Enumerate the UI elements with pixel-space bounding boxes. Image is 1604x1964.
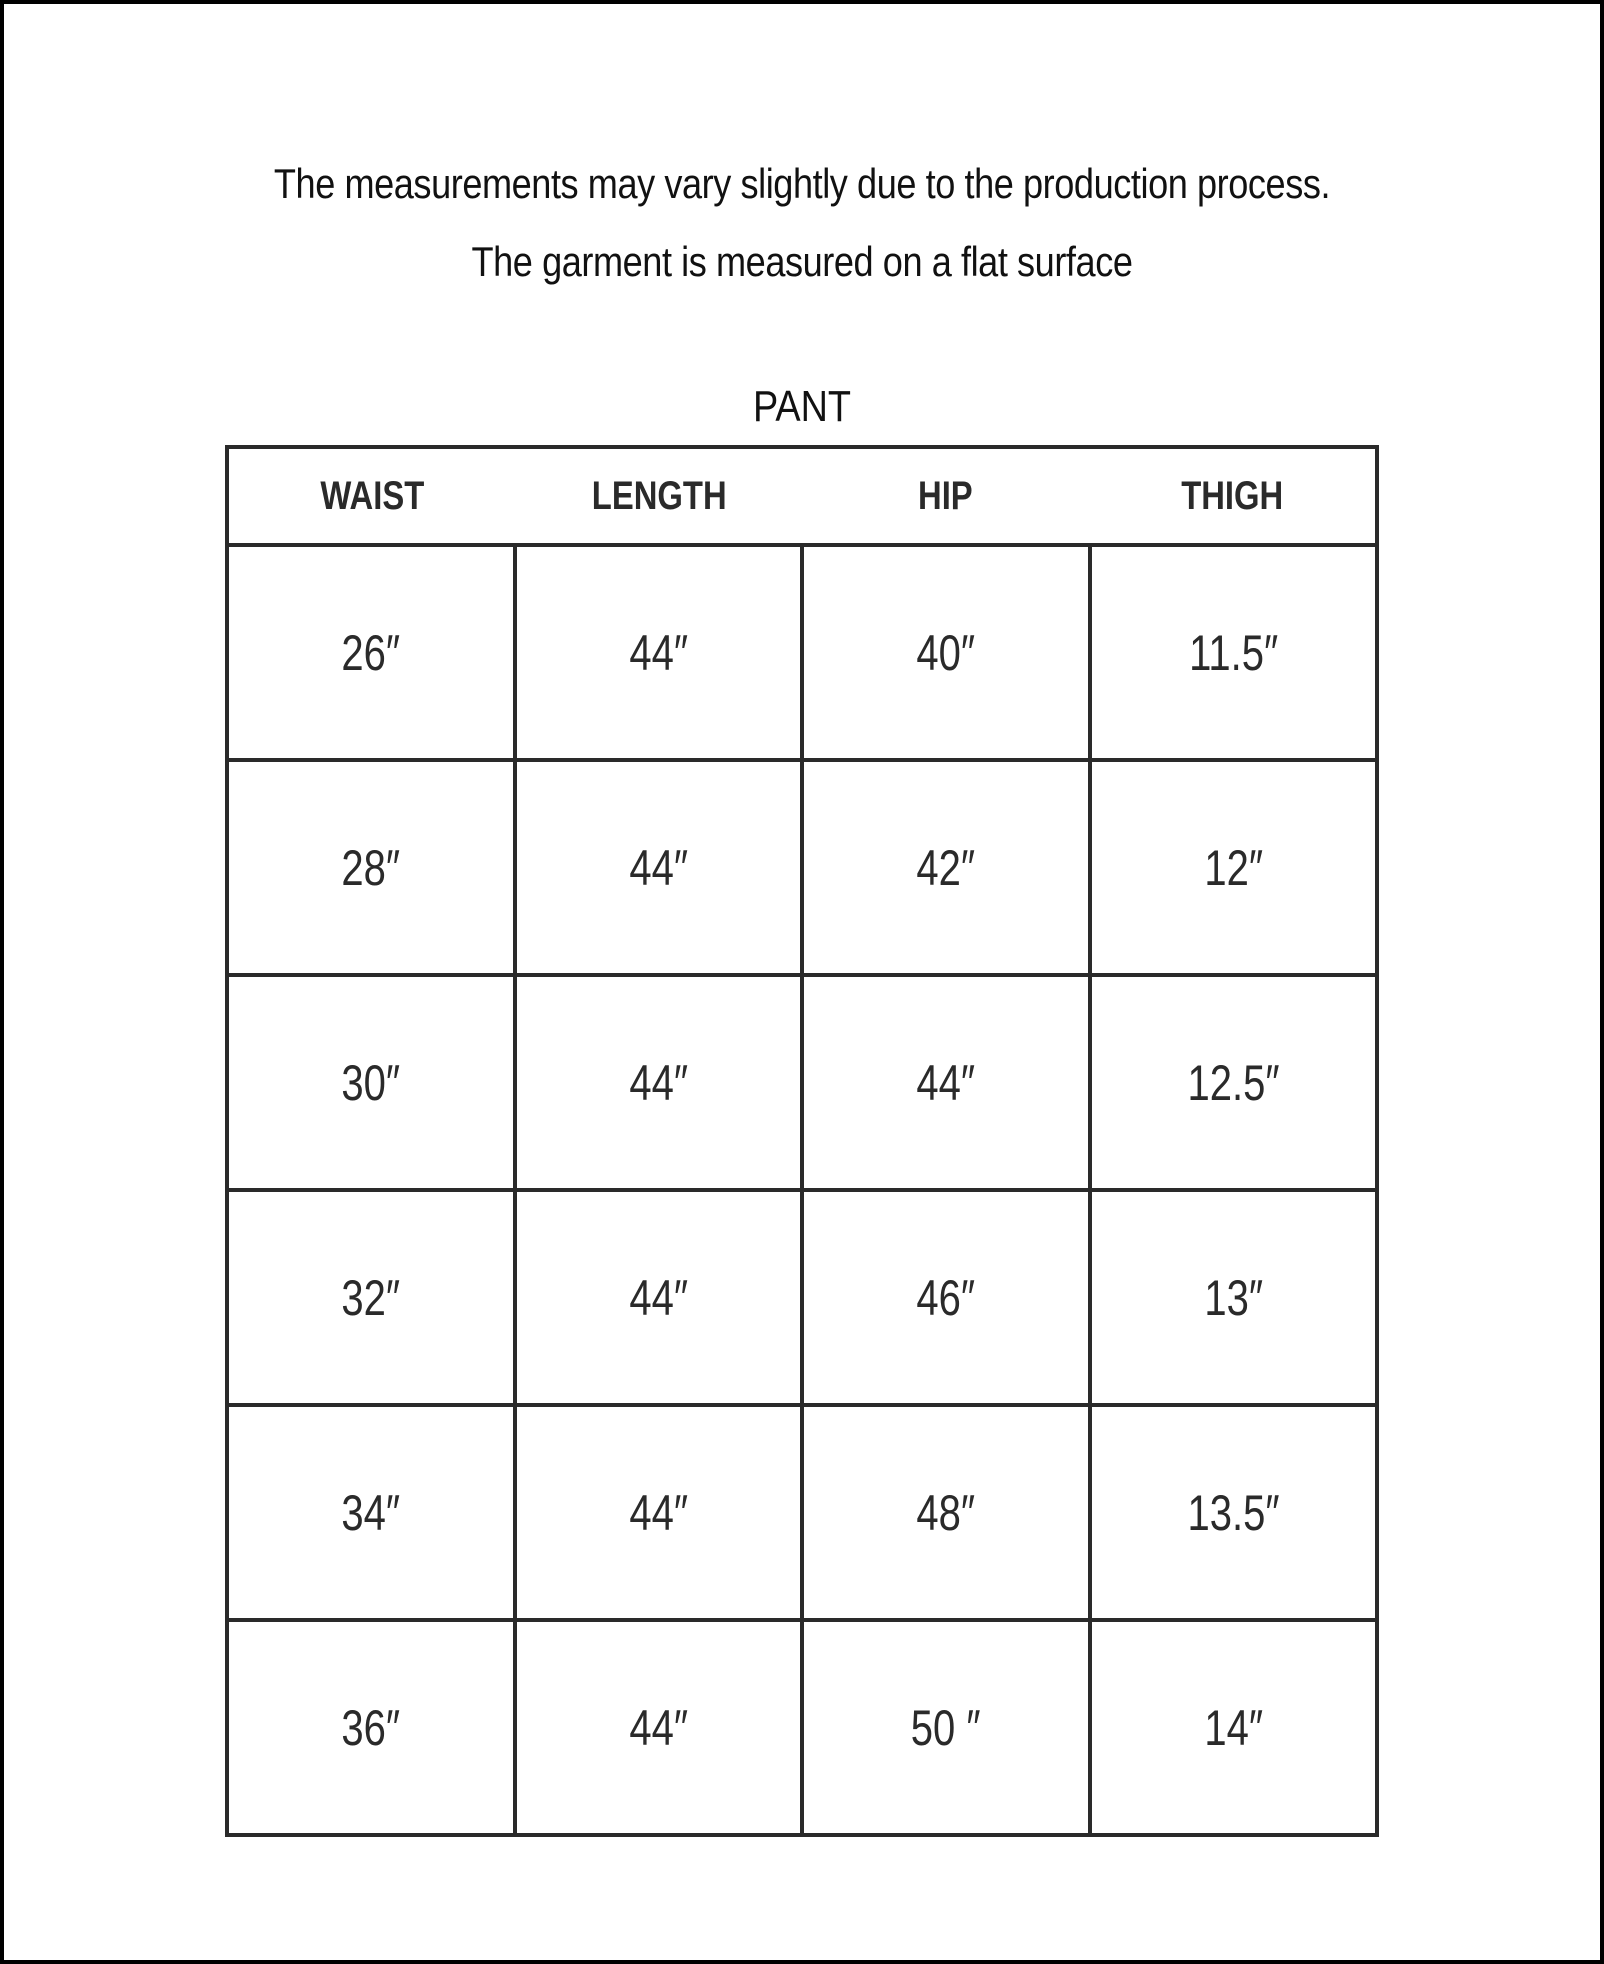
cell-value: 12″ <box>1203 839 1263 896</box>
cell-value: 44″ <box>628 1484 688 1541</box>
table-row <box>229 1192 1375 1407</box>
cell-thigh <box>1092 977 1376 1188</box>
cell-waist <box>229 977 517 1188</box>
cell-value: 44″ <box>628 1054 688 1111</box>
cell-value: 40″ <box>916 624 976 681</box>
cell-length <box>517 547 805 758</box>
cell-hip <box>804 977 1092 1188</box>
cell-value: 46″ <box>916 1269 976 1326</box>
cell-thigh <box>1092 1622 1376 1833</box>
measurement-note-line-2: The garment is measured on a flat surface <box>471 238 1133 285</box>
cell-value: 14″ <box>1203 1699 1263 1756</box>
header-length-label: LENGTH <box>591 473 727 518</box>
cell-value: 44″ <box>628 839 688 896</box>
cell-value: 11.5″ <box>1188 624 1278 681</box>
header-waist-label: WAIST <box>320 473 425 518</box>
cell-value: 48″ <box>916 1484 976 1541</box>
cell-value: 13″ <box>1203 1269 1263 1326</box>
cell-value: 34″ <box>341 1484 401 1541</box>
table-row <box>229 547 1375 762</box>
header-thigh-label: THIGH <box>1180 473 1283 518</box>
cell-value: 44″ <box>628 624 688 681</box>
cell-thigh <box>1092 1407 1376 1618</box>
cell-value: 50 ″ <box>910 1699 981 1756</box>
cell-thigh <box>1092 762 1376 973</box>
cell-waist <box>229 1622 517 1833</box>
header-waist <box>229 449 516 543</box>
header-hip-label: HIP <box>917 473 973 518</box>
header-length <box>516 449 803 543</box>
cell-hip <box>804 762 1092 973</box>
cell-waist <box>229 762 517 973</box>
header-thigh <box>1089 449 1376 543</box>
cell-hip <box>804 547 1092 758</box>
table-row <box>229 977 1375 1192</box>
cell-waist <box>229 547 517 758</box>
table-row <box>229 1407 1375 1622</box>
cell-value: 44″ <box>916 1054 976 1111</box>
table-row <box>229 762 1375 977</box>
cell-waist <box>229 1192 517 1403</box>
cell-hip <box>804 1192 1092 1403</box>
cell-value: 28″ <box>341 839 401 896</box>
cell-value: 30″ <box>341 1054 401 1111</box>
cell-length <box>517 762 805 973</box>
size-chart-table <box>225 445 1379 1837</box>
header-hip <box>802 449 1089 543</box>
cell-value: 36″ <box>341 1699 401 1756</box>
cell-value: 13.5″ <box>1187 1484 1280 1541</box>
table-row <box>229 1622 1375 1833</box>
cell-value: 44″ <box>628 1269 688 1326</box>
cell-value: 26″ <box>341 624 401 681</box>
measurement-note-line-1: The measurements may vary slightly due to the production process. <box>273 160 1331 207</box>
cell-thigh <box>1092 1192 1376 1403</box>
cell-value: 12.5″ <box>1187 1054 1280 1111</box>
cell-waist <box>229 1407 517 1618</box>
cell-length <box>517 1192 805 1403</box>
table-header-row <box>229 449 1375 547</box>
cell-value: 44″ <box>628 1699 688 1756</box>
cell-value: 42″ <box>916 839 976 896</box>
cell-hip <box>804 1407 1092 1618</box>
cell-thigh <box>1092 547 1376 758</box>
cell-value: 32″ <box>341 1269 401 1326</box>
table-title: PANT <box>752 382 852 431</box>
cell-length <box>517 1407 805 1618</box>
cell-length <box>517 1622 805 1833</box>
cell-length <box>517 977 805 1188</box>
cell-hip <box>804 1622 1092 1833</box>
